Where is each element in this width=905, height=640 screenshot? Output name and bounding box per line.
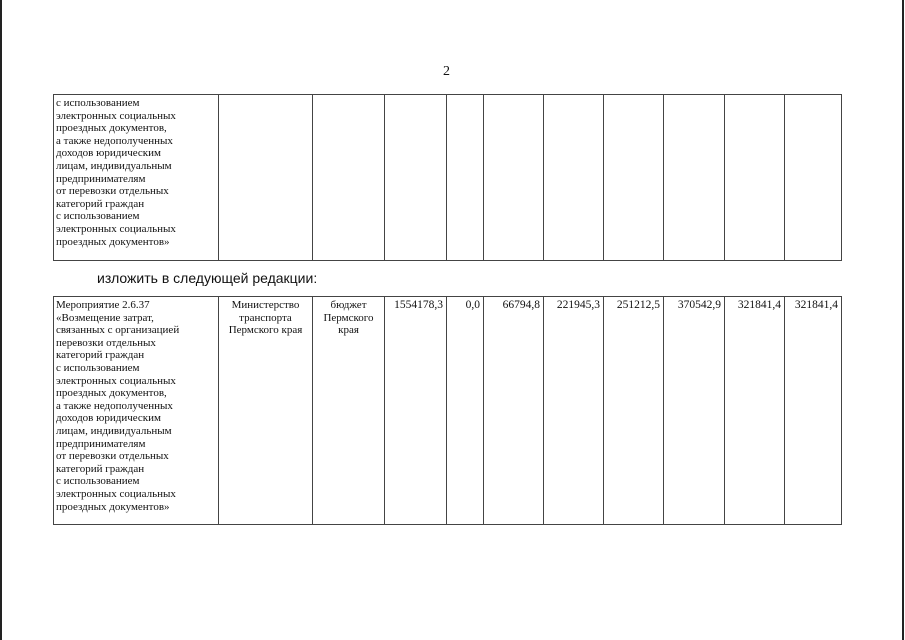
cell-empty xyxy=(725,95,785,261)
previous-row xyxy=(54,95,842,261)
page-number: 2 xyxy=(443,64,450,79)
value-cell: 0,0 xyxy=(447,297,484,525)
cell-empty xyxy=(385,95,447,261)
cell-empty xyxy=(313,95,385,261)
cell-empty xyxy=(484,95,544,261)
instruction-text: изложить в следующей редакции: xyxy=(97,270,318,286)
page-left-edge xyxy=(0,0,2,640)
new-row xyxy=(54,297,842,525)
value-cell: 251212,5 xyxy=(604,297,664,525)
page-right-edge xyxy=(902,0,904,640)
value-cell: 370542,9 xyxy=(664,297,725,525)
value-cell: 321841,4 xyxy=(725,297,785,525)
value-cell: 1554178,3 xyxy=(385,297,447,525)
value-cell: 66794,8 xyxy=(484,297,544,525)
cell-empty xyxy=(447,95,484,261)
cell-empty xyxy=(664,95,725,261)
cell-empty xyxy=(219,95,313,261)
cell-empty xyxy=(544,95,604,261)
new-row-table xyxy=(53,296,842,525)
value-cell: 321841,4 xyxy=(785,297,842,525)
value-cell: 221945,3 xyxy=(544,297,604,525)
previous-row-description: с использованием электронных социальных проездных документов, а также недополученных доходов юридическим лицам, индивидуальным предпринимателям от перевозки отдельных категорий граждан с использованием электронных социальных проездных документов» xyxy=(54,95,219,261)
new-row-source: бюджет Пермского края xyxy=(313,297,385,525)
cell-empty xyxy=(604,95,664,261)
new-row-executor: Министерство транспорта Пермского края xyxy=(219,297,313,525)
previous-row-table xyxy=(53,94,842,261)
cell-empty xyxy=(785,95,842,261)
new-row-description: Мероприятие 2.6.37 «Возмещение затрат, связанных с организацией перевозки отдельных категорий граждан с использованием электронных социальных проездных документов, а также недополученных доходов юридическим лицам, индивидуальным предпринимателям от перевозки отдельных категорий граждан с использованием электронных социальных проездных документов» xyxy=(54,297,219,525)
